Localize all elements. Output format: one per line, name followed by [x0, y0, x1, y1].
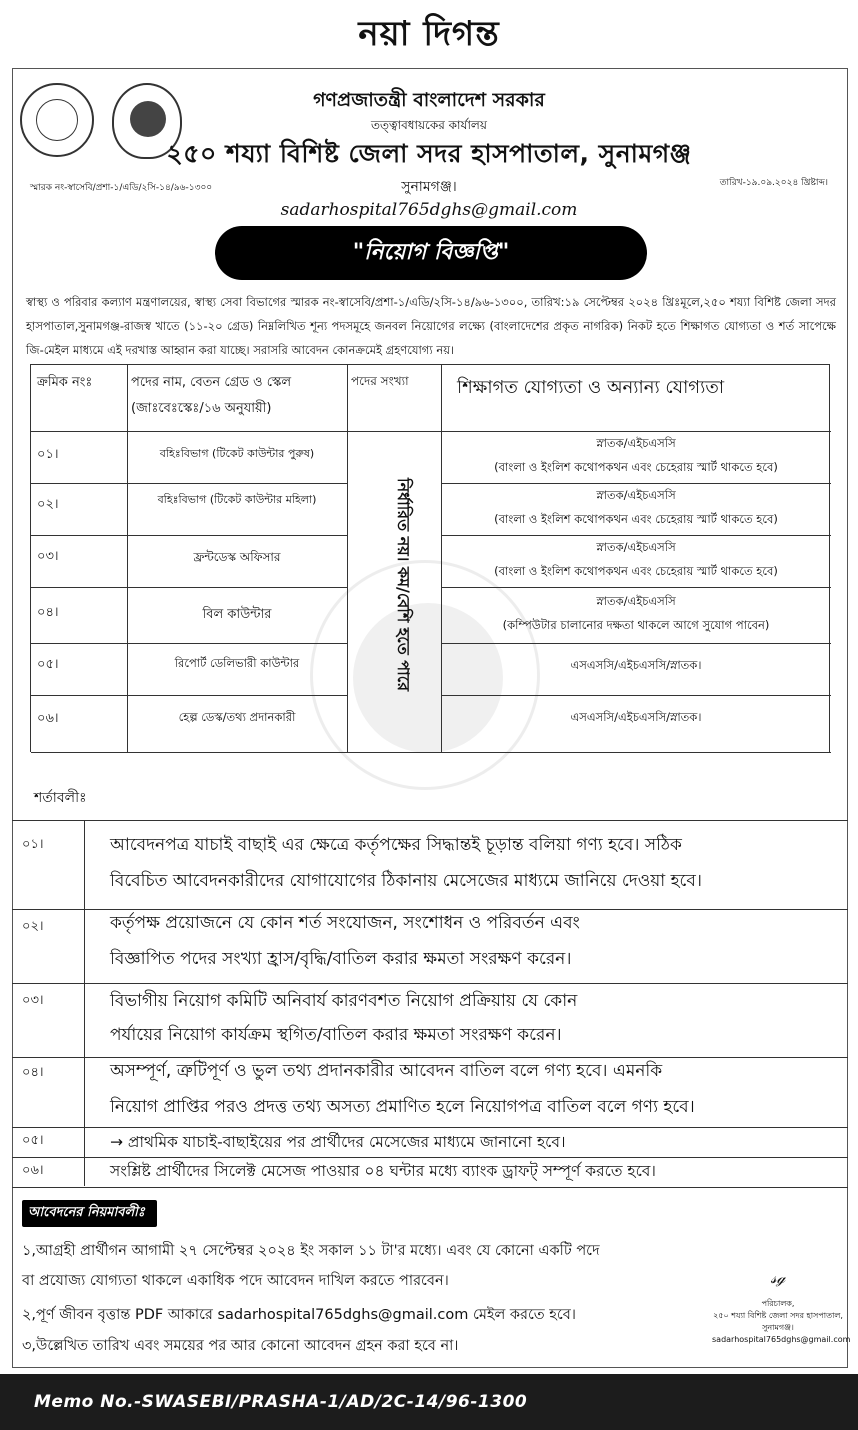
government-heading: গণপ্রজাতন্ত্রী বাংলাদেশ সরকার: [313, 89, 545, 111]
header-post: পদের নাম, বেতন গ্রেড ও স্কেল: [131, 375, 292, 390]
row-divider: [31, 695, 347, 696]
signatory-title: পরিচালক,: [761, 1299, 795, 1308]
header-qualification: শিক্ষাগত যোগ্যতা ও অন্যান্য যোগ্যতা: [457, 377, 725, 398]
column-divider: [347, 365, 348, 752]
conditions-table: [12, 820, 848, 1186]
column-divider: [441, 365, 442, 752]
condition-text: আবেদনপত্র যাচাই বাছাই এর ক্ষেত্রে কর্তৃপক্ষের সিদ্ধান্তই চূড়ান্ত বলিয়া গণ্য হবে। সঠিক: [110, 835, 682, 855]
row-divider: [441, 643, 831, 644]
application-rules-title: আবেদনের নিয়মাবলীঃ: [22, 1200, 157, 1227]
application-rule-line: ৩,উল্লেখিত তারিখ এবং সময়ের পর আর কোনো আবেদন গ্রহন করা হবে না।: [22, 1338, 459, 1354]
row-post: বহিঃবিভাগ (টিকেট কাউন্টার পুরুষ): [159, 447, 315, 460]
condition-number: ০১।: [22, 837, 44, 852]
office-heading: তত্ত্বাবধায়কের কার্যালয়: [371, 118, 487, 132]
row-divider: [441, 587, 831, 588]
condition-text: অসম্পূর্ণ, ত্রুটিপূর্ণ ও ভুল তথ্য প্রদানকারীর আবেদন বাতিল বলে গণ্য হবে। এমনকি: [110, 1061, 663, 1081]
row-serial: ০২।: [37, 497, 59, 512]
row-post: রিপোর্ট ডেলিভারী কাউন্টার: [174, 656, 300, 670]
row-serial: ০৬।: [37, 711, 59, 726]
condition-text: বিজ্ঞাপিত পদের সংখ্যা হ্রাস/বৃদ্ধি/বাতিল করার ক্ষমতা সংরক্ষণ করেন।: [110, 949, 572, 969]
condition-number: ০৩।: [22, 993, 44, 1008]
condition-number: ০৫।: [22, 1133, 44, 1148]
application-rule-line: ১,আগ্রহী প্রার্থীগন আগামী ২৭ সেপ্টেম্বর ২০২৪ ইং সকাল ১১ টা'র মধ্যে। এবং যে কোনো একটি পদে: [22, 1243, 600, 1259]
contact-email: sadarhospital765dghs@gmail.com: [280, 200, 578, 220]
row-qualification-note: (বাংলা ও ইংলিশ কথোপকথন এবং চেহেরায় স্মার্ট থাকতে হবে): [494, 564, 778, 578]
intro-paragraph: স্বাস্থ্য ও পরিবার কল্যাণ মন্ত্রণালয়ের, স্বাস্থ্য সেবা বিভাগের স্মারক নং-স্বাসেবি/প্রশা-১/এডি/২সি-১৪/৯৬-১৩০০, তারিখ:১৯ সেপ্টেম্বর ২০২৪ খ্রিঃমূলে,২৫০ শয্যা বিশিষ্ট জেলা সদর হাসপাতাল,সুনামগঞ্জ-রাজস্ব খাতে (১১-২০ গ্রেড) নিম্নলিখিত শূন্য পদসমূহে জনবল নিয়োগের লক্ষ্যে (বাংলাদেশের প্রকৃত নাগরিক) নিকট হতে শিক্ষাগত যোগ্যতা ও শর্ত সাপেক্ষে জি-মেইল মাধ্যমে এই দরখাস্ত আহ্বান করা যাচ্ছে। সরাসরি আবেদন কোনক্রমেই গ্রহণযোগ্য নয়।: [26, 295, 836, 357]
condition-text: বিভাগীয় নিয়োগ কমিটি অনিবার্য কারণবশত নিয়োগ প্রক্রিয়ায় যে কোন: [110, 991, 578, 1011]
footer-memo: Memo No.-SWASEBI/PRASHA-1/AD/2C-14/96-1300: [34, 1392, 528, 1412]
row-post: বিল কাউন্টার: [202, 607, 272, 622]
row-divider: [441, 535, 831, 536]
condition-text: বিবেচিত আবেদনকারীদের যোগাযোগের ঠিকানায় মেসেজের মাধ্যমে জানিয়ে দেওয়া হবে।: [110, 871, 702, 891]
condition-text: → প্রাথমিক যাচাই-বাছাইয়ের পর প্রার্থীদের মেসেজের মাধ্যমে জানানো হবে।: [110, 1133, 566, 1151]
row-qualification: স্নাতক/এইচএসসি: [596, 436, 676, 450]
post-count-note: নির্ধারিত নয়। কম/বেশি হতে পারে: [394, 478, 413, 692]
row-divider: [31, 431, 831, 432]
column-divider: [829, 365, 830, 752]
condition-text: পর্যায়ের নিয়োগ কার্যক্রম স্থগিত/বাতিল করার ক্ষমতা সংরক্ষণ করেন।: [110, 1025, 562, 1045]
row-divider: [441, 483, 831, 484]
row-divider: [31, 587, 347, 588]
row-serial: ০১।: [37, 447, 59, 462]
newspaper-masthead: [0, 0, 858, 68]
row-qualification: এসএসসি/এইচএসসি/স্নাতক।: [570, 710, 702, 724]
row-post: বহিঃবিভাগ (টিকেট কাউন্টার মহিলা): [157, 493, 317, 506]
row-qualification-note: (বাংলা ও ইংলিশ কথোপকথন এবং চেহেরায় স্মার্ট থাকতে হবে): [494, 512, 778, 526]
condition-text: সংশ্লিষ্ট প্রার্থীদের সিলেক্ট মেসেজ পাওয়ার ০৪ ঘন্টার মধ্যে ব্যাংক ড্রাফট্ সম্পূর্ণ করতে হবে।: [110, 1162, 656, 1180]
row-qualification: স্নাতক/এইচএসসি: [596, 488, 676, 502]
condition-number: ০২।: [22, 919, 44, 934]
footer-memo-bar: [0, 1374, 858, 1430]
conditions-title: শর্তাবলীঃ: [34, 790, 87, 806]
row-qualification: স্নাতক/এইচএসসি: [596, 540, 676, 554]
row-serial: ০৫।: [37, 657, 59, 672]
row-divider: [31, 643, 347, 644]
condition-text: নিয়োগ প্রাপ্তির পরও প্রদত্ত তথ্য অসত্য প্রমাণিত হলে নিয়োগপত্র বাতিল বলে গণ্য হবে।: [110, 1097, 695, 1117]
signatory-place: সুনামগঞ্জ।: [762, 1323, 794, 1332]
row-qualification-note: (কম্পিউটার চালানোর দক্ষতা থাকলে আগে সুযোগ পাবেন): [502, 618, 770, 632]
signatory-email: sadarhospital765dghs@gmail.com: [712, 1335, 851, 1344]
row-post: ফ্রন্টডেস্ক অফিসার: [193, 550, 281, 564]
header-serial: ক্রমিক নংঃ: [37, 375, 93, 390]
header-post-scale: (জাঃবেঃস্কেঃ/১৬ অনুযায়ী): [131, 401, 272, 416]
condition-text: কর্তৃপক্ষ প্রয়োজনে যে কোন শর্ত সংযোজন, সংশোধন ও পরিবর্তন এবং: [110, 913, 580, 933]
hospital-heading: ২৫০ শয্যা বিশিষ্ট জেলা সদর হাসপাতাল, সুনামগঞ্জ: [166, 139, 692, 168]
row-qualification-note: (বাংলা ও ইংলিশ কথোপকথন এবং চেহেরায় স্মার্ট থাকতে হবে): [494, 460, 778, 474]
signature-block: [712, 1268, 851, 1346]
row-divider: [31, 752, 831, 753]
newspaper-brand: নয়া দিগন্ত: [358, 14, 500, 54]
vacancy-table: [30, 364, 830, 752]
row-divider: [441, 695, 831, 696]
row-divider: [12, 1187, 848, 1188]
row-qualification: এসএসসি/এইচএসসি/স্নাতক।: [570, 658, 702, 672]
row-serial: ০৩।: [37, 549, 59, 564]
notice-date: তারিখ-১৯.০৯.২০২৪ খ্রিষ্টাব্দ।: [719, 178, 828, 188]
condition-number: ০৬।: [22, 1163, 44, 1178]
row-divider: [31, 483, 347, 484]
application-rule-line: বা প্রযোজ্য যোগ্যতা থাকলে একাধিক পদে আবেদন দাখিল করতে পারবেন।: [22, 1273, 449, 1289]
row-qualification: স্নাতক/এইচএসসি: [596, 594, 676, 608]
header-count: পদের সংখ্যা: [351, 374, 409, 388]
column-divider: [84, 821, 85, 1186]
row-serial: ০৪।: [37, 605, 59, 620]
row-post: হেল্প ডেস্ক/তথ্য প্রদানকারী: [178, 710, 296, 724]
handwritten-signature: 𝓈ℊ: [770, 1268, 786, 1287]
district-heading: সুনামগঞ্জ।: [401, 179, 457, 195]
notice-title-banner: "নিয়োগ বিজ্ঞপ্তি": [215, 226, 647, 280]
signatory-org: ২৫০ শয্যা বিশিষ্ট জেলা সদর হাসপাতাল,: [713, 1311, 843, 1320]
memo-reference: স্মারক নং-স্বাসেবি/প্রশা-১/এডি/২সি-১৪/৯৬-১৩০০: [30, 183, 213, 193]
application-rule-line: ২,পূর্ণ জীবন বৃত্তান্ত PDF আকারে sadarhospital765dghs@gmail.com মেইল করতে হবে।: [22, 1307, 576, 1323]
condition-number: ০৪।: [22, 1065, 44, 1080]
row-divider: [31, 535, 347, 536]
